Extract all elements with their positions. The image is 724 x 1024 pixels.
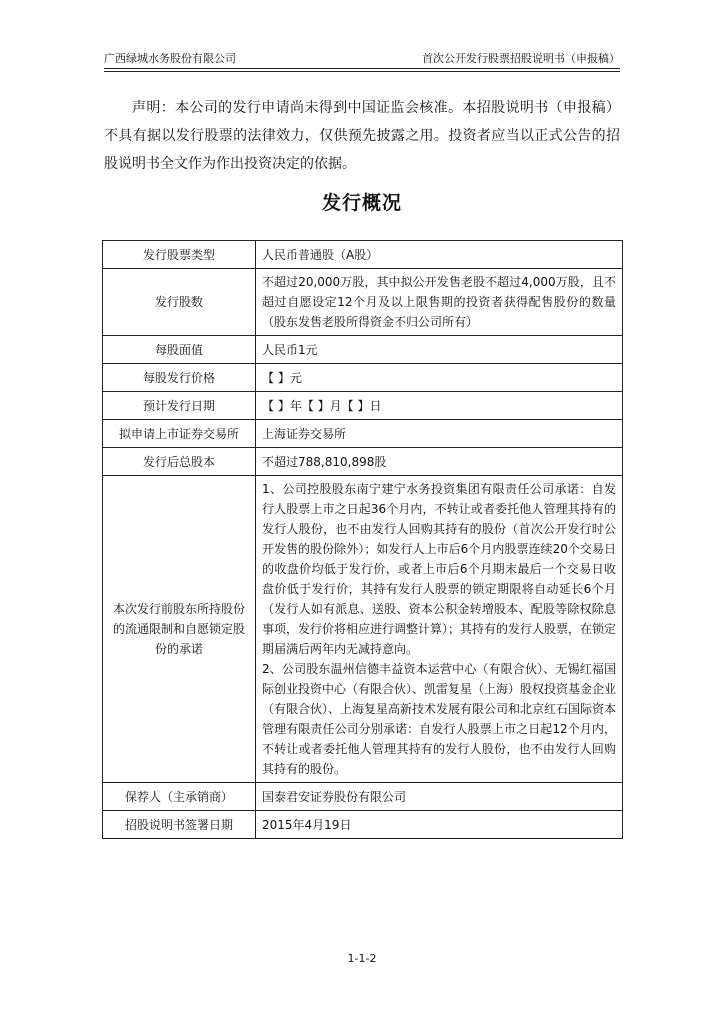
commitment-paragraph-1: 1、公司控股股东南宁建宁水务投资集团有限责任公司承诺：自发行人股票上市之日起36个月内，不转让或者委托他人管理其持有的发行人股份，也不由发行人回购其持有的股份（首次公开发行时公开发售的股份除外）；如发行人上市后6个月内股票连续20个交易日的收盘价均低于发行价，或者上市后6个月期末最后一个交易日收盘价低于发行价，其持有发行人股票的锁定期限将自动延长6个月（发行人如有派息、送股、资本公积金转增股本、配股等除权除息事项，发行价将相应进行调整计算）；其持有的发行人股票，在锁定期届满后两年内无减持意向。 [262, 482, 617, 656]
table-row [103, 448, 623, 476]
table-row [103, 392, 623, 420]
row-value: 上海证券交易所 [256, 420, 623, 448]
page-header [104, 50, 620, 69]
row-value: 【 】元 [256, 364, 623, 392]
row-value: 国泰君安证券股份有限公司 [256, 783, 623, 811]
row-value: 人民币1元 [256, 336, 623, 364]
row-value: 不超过20,000万股，其中拟公开发售老股不超过4,000万股，且不超过自愿设定12个月及以上限售期的投资者获得配售股份的数量（股东发售老股所得资金不归公司所有） [256, 269, 623, 336]
disclaimer-statement: 声明：本公司的发行申请尚未得到中国证监会核准。本招股说明书（申报稿）不具有据以发行股票的法律效力，仅供预先披露之用。投资者应当以正式公告的招股说明书全文作为作出投资决定的依据。 [104, 100, 620, 172]
table-row [103, 269, 623, 336]
row-label: 发行股票类型 [103, 241, 256, 269]
row-value [256, 476, 623, 783]
row-label: 发行股数 [103, 269, 256, 336]
header-rule [104, 71, 620, 72]
header-doc-title: 首次公开发行股票招股说明书（申报稿） [422, 52, 620, 65]
row-label: 预计发行日期 [103, 392, 256, 420]
row-label: 每股面值 [103, 336, 256, 364]
commitment-paragraph-2: 2、公司股东温州信德丰益资本运营中心（有限合伙）、无锡红福国际创业投资中心（有限合伙）、凯雷复星（上海）股权投资基金企业（有限合伙）、上海复星高新技术发展有限公司和北京红石国际资本管理有限责任公司分别承诺：自发行人股票上市之日起12个月内，不转让或者委托他人管理其持有的发行人股份，也不由发行人回购其持有的股份。 [262, 662, 617, 776]
header-company: 广西绿城水务股份有限公司 [104, 52, 236, 65]
issuance-overview-table [102, 240, 623, 839]
row-label: 保荐人（主承销商） [103, 783, 256, 811]
row-label: 发行后总股本 [103, 448, 256, 476]
table-row [103, 364, 623, 392]
row-label: 每股发行价格 [103, 364, 256, 392]
row-value: 【 】年【 】月【 】日 [256, 392, 623, 420]
section-title: 发行概况 [321, 192, 402, 214]
table-row [103, 476, 623, 783]
row-value: 不超过788,810,898股 [256, 448, 623, 476]
row-label: 本次发行前股东所持股份的流通限制和自愿锁定股份的承诺 [103, 476, 256, 783]
row-value: 人民币普通股（A股） [256, 241, 623, 269]
table-row [103, 783, 623, 811]
table-row [103, 241, 623, 269]
table-row [103, 420, 623, 448]
row-value: 2015年4月19日 [256, 811, 623, 839]
page-number: 1-1-2 [347, 952, 377, 965]
row-label: 招股说明书签署日期 [103, 811, 256, 839]
table-row [103, 811, 623, 839]
row-label: 拟申请上市证券交易所 [103, 420, 256, 448]
table-row [103, 336, 623, 364]
